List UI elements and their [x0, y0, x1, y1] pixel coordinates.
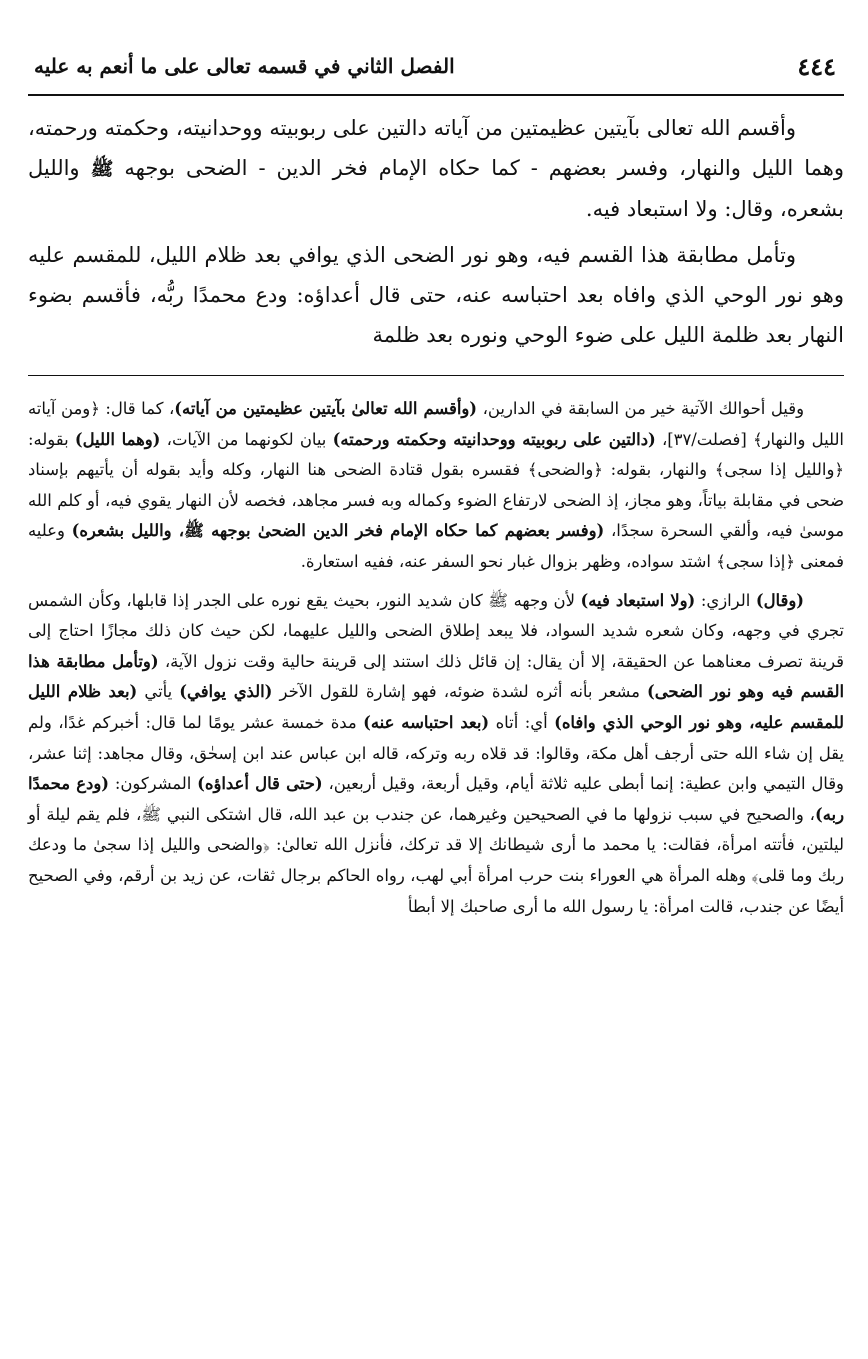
quoted-matn: (وتأمل مطابقة هذا القسم فيه وهو نور الضحى)	[28, 651, 845, 702]
commentary	[28, 394, 844, 922]
commentary-text: أي: أتاه	[489, 712, 555, 732]
quoted-matn: (دالتين على ربوبيته ووحدانيته وحكمته ورحمته)	[332, 429, 656, 449]
quoted-matn: (وأقسم الله تعالىٰ بآيتين عظيمتين من آياته)	[174, 399, 478, 418]
quoted-matn: (وقال)	[755, 590, 804, 610]
quoted-matn: (ودع محمدًا ربه)	[28, 774, 844, 824]
commentary-text: بيان لكونهما من الآيات،	[160, 429, 333, 449]
quoted-matn: (ولا استبعاد فيه)	[580, 590, 696, 610]
quoted-matn: (بعد ظلام الليل للمقسم عليه، وهو نور الوحي الذي وافاه)	[28, 682, 844, 732]
commentary-text: مشعر بأنه أثره لشدة ضوئه، فهو إشارة للقول الآخر	[272, 682, 647, 702]
footnote-separator	[28, 375, 844, 376]
commentary-text: ، كما قال: ﴿ومن آياته الليل والنهار﴾ [فصلت/٣٧]،	[28, 399, 844, 449]
running-header	[28, 48, 844, 96]
quoted-matn: (وهما الليل)	[74, 429, 161, 449]
commentary-text: وقيل أحوالك الآتية خير من السابقة في الدارين،	[477, 399, 804, 418]
commentary-text: مدة خمسة عشر يومًا لما قال: أخبركم غدًا، ولم يقل إن شاء الله حتى أرجف أهل مكة، وقالوا: قد قلاه ربه وتركه، قاله ابن عباس عند ابن إسحٰق، وقال مجاهد: إثنا عشر، وقال التيمي وابن عطية: إنما أبطى عليه ثلاثة أيام، وقيل أربعة، وقيل أربعين،	[28, 712, 844, 794]
commentary-text: المشركون:	[109, 774, 198, 794]
quoted-matn: (بعد احتباسه عنه)	[363, 712, 490, 732]
commentary-text: بقوله: ﴿والليل إذا سجى﴾ والنهار، بقوله: ﴿والضحى﴾ فقسره بقول قتادة الضحى هنا النهار، وكله وأيد بقوله أن يأتيهم بإسناد ضحى في مقابلة بياتاً، وهو مجاز، إذ الضحى لارتفاع الضوء وكماله وبه فسر مجاهد، فخصه لأن النهار يقوي فيه، أو كلم الله موسىٰ فيه، وألقي السحرة سجدًا،	[28, 429, 844, 541]
commentary-text: وعليه فمعنى ﴿إذا سجى﴾ اشتد سواده، وظهر بزوال غبار نحو السفر عنه، ففيه استعارة.	[28, 521, 844, 571]
main-text	[28, 108, 844, 355]
page-number: ٤٤٤	[797, 52, 836, 81]
main-paragraph: وتأمل مطابقة هذا القسم فيه، وهو نور الضحى الذي يوافي بعد ظلام الليل، للمقسم عليه وهو نور الوحي الذي وافاه بعد احتباسه عنه، حتى قال أعداؤه: ودع محمدًا ربُّه، فأقسم بضوء النهار بعد ظلمة الليل على ضوء الوحي ونوره بعد ظلمة	[28, 243, 844, 347]
commentary-text: لأن وجهه ﷺ كان شديد النور، بحيث يقع نوره على الجدر إذا قابلها، وكأن الشمس تجري في وجهه، وكان شعره شديد السواد، فلا يبعد إطلاق الضحى والليل عليهما، لكن حيث كان ذلك مجازًا احتاج إلى قرينة تصرف معناهما عن الحقيقة، إلا أن يقال: إن قائل ذلك استند إلى قرينة حالية وقت نزول الآية،	[28, 590, 845, 671]
quoted-matn: (وفسر بعضهم كما حكاه الإمام فخر الدين الضحىٰ بوجهه ﷺ، والليل بشعره)	[71, 521, 605, 541]
commentary-text: ، والصحيح في سبب نزولها ما في الصحيحين وغيرهما، عن جندب بن عبد الله، قال اشتكى النبي ﷺ، فلم يقم ليلة أو ليلتين، فأتته امرأة، فقالت: يا محمد ما أرى شيطانك إلا قد تركك، فأنزل الله تعالىٰ: ﴿والضحى والليل إذا سجىٰ ما ودعك ربك وما قلى﴾ وهله المرأة هي العوراء بنت حرب امرأة أبي لهب، رواه الحاكم برجال ثقات، عن زيد بن أرقم، وفي الصحيح أيضًا عن جندب، قالت امرأة: يا رسول الله ما أرى صاحبك إلا أبطأ	[28, 804, 844, 916]
commentary-text: الرازي:	[695, 590, 756, 610]
main-text-segment: وأقسم الله تعالى بآيتين عظيمتين من آياته دالتين على ربوبيته ووحدانيته، وحكمته ورحمته، وهما الليل والنهار، وفسر بعضهم - كما حكاه الإمام فخر الدين - الضحى بوجهه	[28, 116, 844, 180]
quoted-matn: (الذي يوافي)	[179, 682, 273, 702]
chapter-title: الفصل الثاني في قسمه تعالى على ما أنعم به عليه	[34, 54, 455, 78]
main-paragraph	[28, 108, 844, 229]
salutation-glyph: ﷺ	[90, 158, 114, 180]
commentary-paragraph	[28, 586, 844, 923]
book-page	[28, 48, 844, 1339]
commentary-text: يأتي	[137, 682, 180, 702]
commentary-paragraph	[28, 394, 844, 578]
quoted-matn: (حتى قال أعداؤه)	[197, 774, 323, 794]
main-text-segment: والليل بشعره، وقال: ولا استبعاد فيه.	[28, 156, 844, 221]
